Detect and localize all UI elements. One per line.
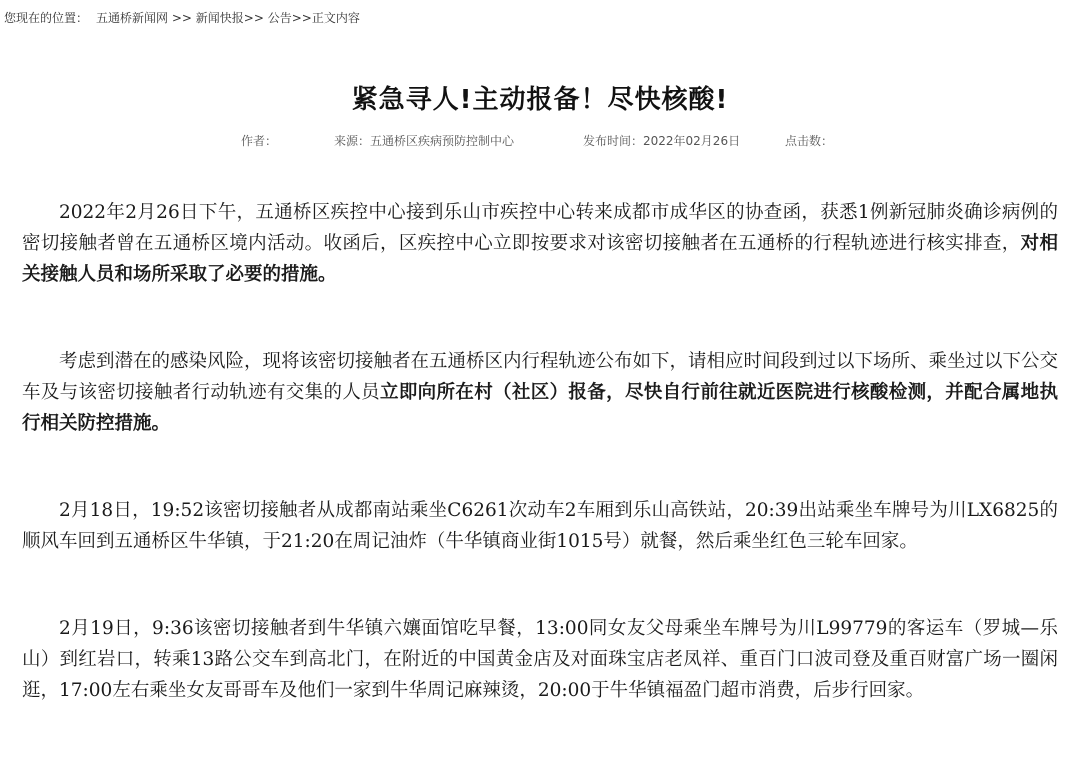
article-click-count: 点击数： [785, 134, 834, 148]
article-body [22, 197, 1058, 762]
breadcrumb-link-site[interactable]: 五通桥新闻网 [96, 11, 169, 25]
breadcrumb [4, 10, 360, 26]
article-paragraph [22, 346, 1058, 439]
breadcrumb-link-notice[interactable]: 公告 [267, 11, 292, 25]
breadcrumb-separator: >> [291, 11, 312, 25]
article-author: 作者： [241, 134, 278, 148]
article-title: 紧急寻人!主动报备！尽快核酸! [351, 85, 729, 115]
paragraph-emphasis: 立即向所在村（社区）报备，尽快自行前往就近医院进行核酸检测，并配合属地执行相关防控措施。 [22, 382, 1058, 434]
article-paragraph [22, 495, 1058, 557]
paragraph-text: 2月18日，19:52该密切接触者从成都南站乘坐C6261次动车2车厢到乐山高铁站，20:39出站乘坐车牌号为川LX6825的顺风车回到五通桥区牛华镇，于21:20在周记油炸（牛华镇商业街1015号）就餐，然后乘坐红色三轮车回家。 [22, 500, 1058, 552]
article-paragraph [22, 613, 1058, 706]
paragraph-text: 2月19日，9:36该密切接触者到牛华镇六孃面馆吃早餐，13:00同女友父母乘坐车牌号为川L99779的客运车（罗城—乐山）到红岩口，转乘13路公交车到高北门，在附近的中国黄金店及对面珠宝店老凤祥、重百门口波司登及重百财富广场一圈闲逛，17:00左右乘坐女友哥哥车及他们一家到牛华周记麻辣烫，20:00于牛华镇福盈门超市消费，后步行回家。 [22, 618, 1058, 701]
article-paragraph [22, 197, 1058, 290]
paragraph-text: 2022年2月26日下午，五通桥区疾控中心接到乐山市疾控中心转来成都市成华区的协查函，获悉1例新冠肺炎确诊病例的密切接触者曾在五通桥区境内活动。收函后，区疾控中心立即按要求对该密切接触者在五通桥的行程轨迹进行核实排查， [22, 202, 1058, 254]
article-source: 来源：五通桥区疾病预防控制中心 [334, 134, 515, 148]
breadcrumb-separator: >> [168, 11, 196, 25]
breadcrumb-separator: >> [243, 11, 268, 25]
breadcrumb-prefix: 您现在的位置： [4, 11, 89, 25]
breadcrumb-link-news[interactable]: 新闻快报 [195, 11, 244, 25]
paragraph-text: 考虑到潜在的感染风险，现将该密切接触者在五通桥区内行程轨迹公布如下，请相应时间段到过以下场所、乘坐过以下公交车及与该密切接触者行动轨迹有交集的人员 [22, 351, 1059, 403]
breadcrumb-current: 正文内容 [311, 11, 360, 25]
paragraph-emphasis: 对相关接触人员和场所采取了必要的措施。 [22, 233, 1058, 285]
article-publish-date: 发布时间：2022年02月26日 [583, 134, 741, 148]
